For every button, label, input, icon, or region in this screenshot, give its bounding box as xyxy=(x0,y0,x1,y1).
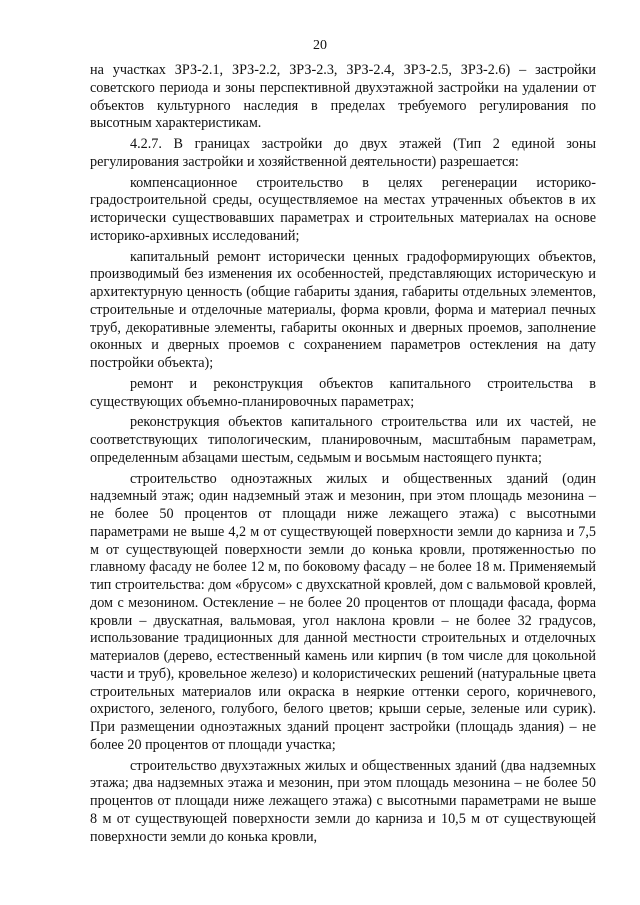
paragraph-4-2-7-heading: 4.2.7. В границах застройки до двух этажей (Тип 2 единой зоны регулирования застройки и хозяйственной деятельности) разрешается: xyxy=(90,136,596,170)
paragraph-capital-repair: капитальный ремонт исторически ценных градоформирующих объектов, производимый без изменения их особенностей, представляющих историческую и архитектурную ценность (общие габариты здания, габариты отдельных элементов, строительные и отделочные материалы, форма кровли, форма и материал печных труб, декоративные элементы, габариты оконных и дверных проемов, заполнение оконных и дверных проемов с сохранением параметров остекления на дату постройки объекта); xyxy=(90,248,596,371)
document-body xyxy=(90,62,596,846)
paragraph-reconstruction-nonconforming: реконструкция объектов капитального строительства или их частей, не соответствующих типологическим, планировочным, масштабным параметрам, определенным абзацами шестым, седьмым и восьмым настоящего пункта; xyxy=(90,414,596,466)
paragraph-repair-reconstruction: ремонт и реконструкция объектов капитального строительства в существующих объемно-планировочных параметрах; xyxy=(90,375,596,410)
paragraph-compensatory-construction: компенсационное строительство в целях регенерации историко-градостроительной среды, осуществляемое на местах утраченных объектов в их исторически существовавших параметрах и строительных материалах на основе историко-архивных исследований; xyxy=(90,174,596,244)
paragraph-two-storey-buildings: строительство двухэтажных жилых и общественных зданий (два надземных этажа; два надземных этажа и мезонин, при этом площадь мезонина – не более 50 процентов от площади ниже лежащего этажа) с высотными параметрами не выше 8 м от существующей поверхности земли до карниза и 10,5 м от существующей поверхности земли до конька кровли, xyxy=(90,757,596,845)
page-number: 20 xyxy=(313,38,327,53)
paragraph-zones-continuation: на участках ЗРЗ-2.1, ЗРЗ-2.2, ЗРЗ-2.3, ЗРЗ-2.4, ЗРЗ-2.5, ЗРЗ-2.6) – застройки советского периода и зоны перспективной двухэтажной застройки на удалении от объектов культурного наследия в пределах требуемого регулирования по высотным характеристикам. xyxy=(90,62,596,132)
paragraph-one-storey-buildings: строительство одноэтажных жилых и общественных зданий (один надземный этаж; один надземный этаж и мезонин, при этом площадь мезонина – не более 50 процентов от площади ниже лежащего этажа) с высотными параметрами не выше 4,2 м от существующей поверхности земли до карниза и 7,5 м от существующей поверхности земли до конька кровли, протяженностью по главному фасаду не более 12 м, по боковому фасаду – не более 18 м. Применяемый тип строительства: дом «брусом» с двухскатной кровлей, дом с вальмовой кровлей, дом с мезонином. Остекление – не более 20 процентов от площади фасада, форма кровли – двускатная, вальмовая, угол наклона кровли – не более 32 градусов, использование традиционных для данной местности строительных и отделочных материалов (дерево, естественный камень или кирпич (в том числе для цокольной части и труб), кровельное железо) и колористических решений (натуральные цвета строительных материалов или окраска в неяркие оттенки серого, коричневого, охристого, зеленого, голубого, белого цветов; крыши серые, зеленые или сурик). При размещении одноэтажных зданий процент застройки (площадь здания) – не более 20 процентов от площади участка; xyxy=(90,470,596,753)
